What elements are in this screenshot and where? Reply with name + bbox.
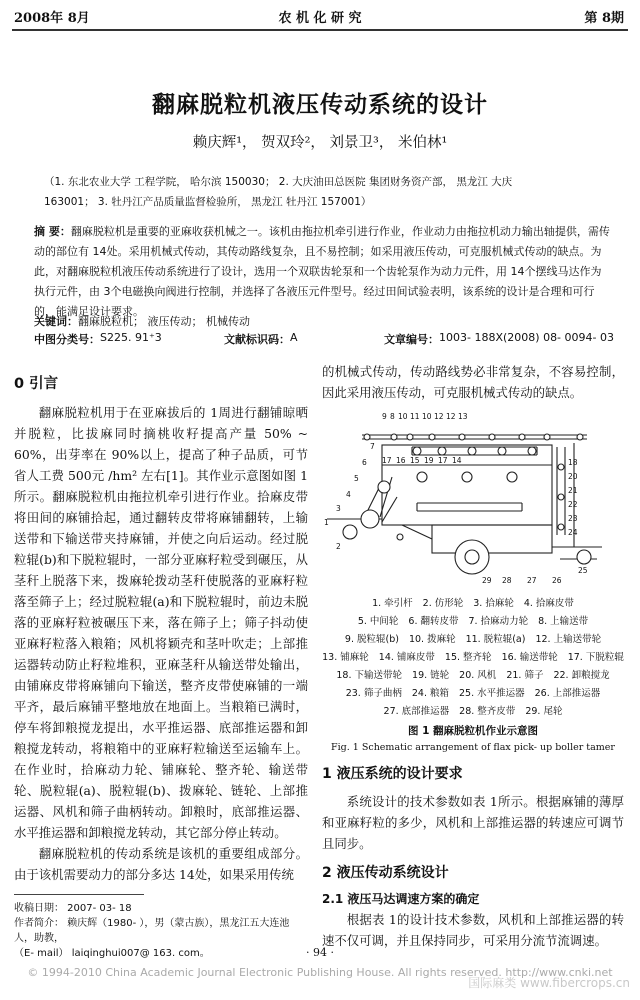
affiliations	[44, 172, 604, 212]
legend-item: 8. 上输送带	[538, 616, 589, 627]
legend-item: 7. 拾麻动力轮	[468, 616, 529, 627]
subsection-2-1-paragraph: 根据表 1的设计技术参数，风机和上部推运器的转速不仅可调，并且保持同步，可采用分流节流调速。	[322, 912, 624, 948]
left-column	[14, 372, 308, 961]
legend-row	[322, 631, 624, 649]
section-heading-2: 2 液压传动系统设计	[322, 865, 449, 881]
section-1-paragraph: 系统设计的技术参数如表 1所示。根据麻铺的薄厚和亚麻籽粒的多少，风机和上部推运器的转速应可调节且同步。	[322, 794, 624, 851]
legend-row	[322, 613, 624, 631]
legend-item: 21. 筛子	[506, 670, 544, 681]
fig-number: 6	[362, 458, 367, 467]
cls-value: S225. 91⁺3	[100, 331, 162, 344]
doc-label: 文献标识码：	[224, 333, 290, 346]
legend-item: 24. 粮箱	[411, 688, 449, 699]
fig-number: 12	[446, 412, 456, 421]
legend-item: 5. 中间轮	[357, 616, 399, 627]
classification-row	[34, 331, 614, 347]
fig-number: 20	[568, 472, 578, 481]
fig-number: 10	[422, 412, 432, 421]
running-header	[0, 0, 640, 30]
header-date: 2008年 8月	[14, 11, 90, 26]
legend-item: 3. 拾麻轮	[473, 598, 514, 609]
footnote-received: 收稿日期： 2007- 03- 18	[14, 903, 132, 914]
legend-item: 9. 脱粒辊(b)	[344, 634, 399, 645]
legend-item: 28. 整齐皮带	[459, 706, 516, 717]
legend-item: 4. 拾麻皮带	[523, 598, 574, 609]
art-label: 文章编号：	[384, 333, 439, 346]
legend-item: 2. 仿形轮	[422, 598, 464, 609]
affiliation-line: （1. 东北农业大学 工程学院， 哈尔滨 150030； 2. 大庆油田总医院 集团财务资产部， 黑龙江 大庆	[44, 176, 513, 188]
abstract	[34, 222, 610, 322]
fig-number: 25	[578, 566, 588, 575]
right-column	[322, 361, 624, 951]
legend-item: 16. 输送带轮	[501, 652, 558, 663]
fig-number: 28	[502, 576, 512, 585]
fig-number: 17	[438, 456, 448, 465]
fig-number: 7	[370, 442, 375, 451]
section-heading-1: 1 液压系统的设计要求	[322, 766, 463, 782]
legend-item: 17. 下脱粒辊	[567, 652, 624, 663]
legend-item: 12. 上输送带轮	[535, 634, 602, 645]
continued-paragraph: 的机械式传动，传动路线势必非常复杂，不容易控制，因此采用液压传动，可克服机械式传动的缺点。	[322, 364, 624, 400]
fig-number: 4	[346, 490, 351, 499]
header-journal: 农 机 化 研 究	[278, 11, 362, 26]
fig-number: 21	[568, 486, 578, 495]
figure-1-diagram	[322, 407, 624, 593]
legend-row	[322, 649, 624, 667]
subsection-heading-2-1: 2.1 液压马达调速方案的确定	[322, 892, 480, 906]
affiliation-line: 163001； 3. 牡丹江产品质量监督检验所， 黑龙江 牡丹江 157001）	[44, 196, 372, 208]
legend-item: 10. 拨麻轮	[408, 634, 456, 645]
fig-number: 1	[324, 518, 329, 527]
figure-caption: 图 1 翻麻脱粒机作业示意图	[407, 725, 539, 737]
header-issue: 第 8期	[584, 11, 624, 26]
footnote-author: 作者简介： 赖庆辉（1980- ），男（蒙古族），黑龙江五大连池人，助教，	[14, 918, 290, 944]
legend-item: 22. 卸粮搅龙	[553, 670, 610, 681]
fig-number: 8	[390, 412, 395, 421]
legend-item: 1. 牵引杆	[372, 598, 413, 609]
cls-label: 中图分类号：	[34, 333, 100, 346]
fig-number: 2	[336, 542, 341, 551]
fig-number: 11	[410, 412, 420, 421]
legend-item: 11. 脱粒辊(a)	[465, 634, 526, 645]
abstract-text: 翻麻脱粒机是重要的亚麻收获机械之一。该机由拖拉机牵引进行作业，作业动力由拖拉机动力输出轴提供，需传动的部位有 14处。采用机械式传动，其传动路线复杂，且不易控制；如采用液压传动，可克服机械式传动的缺点。为此，对翻麻脱粒机液压传动系统进行了设计，选用一个双联齿轮泵和一个齿轮泵作为动力元件，用 14个摆线马达作为执行元件，由 3个电磁换向阀进行控制，并选择了各液压元件型号。经过田间试验表明，该系统的设计是合理和可行的，能满足设计要求。	[34, 225, 610, 318]
legend-item: 19. 链轮	[412, 670, 450, 681]
fig-number: 27	[527, 576, 537, 585]
keywords	[34, 313, 610, 329]
doc-value: A	[290, 331, 298, 344]
machine-schematic	[322, 407, 624, 593]
copyright-footer: © 1994-2010 China Academic Journal Electronic Publishing House. All rights reserved. http://www.cnki.net	[27, 966, 613, 979]
fig-number: 5	[354, 474, 359, 483]
legend-item: 15. 整齐轮	[444, 652, 492, 663]
art-value: 1003- 188X(2008) 08- 0094- 03	[439, 331, 614, 344]
section-heading-intro: 0 引言	[14, 376, 59, 392]
legend-row	[322, 685, 624, 703]
keywords-label: 关键词：	[34, 315, 78, 328]
legend-row	[322, 667, 624, 685]
fig-number: 26	[552, 576, 562, 585]
fig-number: 18	[568, 458, 578, 467]
legend-item: 29. 尾轮	[525, 706, 563, 717]
author-list: 赖庆辉¹， 贺双玲²， 刘景卫³， 米伯林¹	[192, 135, 448, 151]
fig-number: 9	[382, 412, 387, 421]
fig-number: 19	[424, 456, 434, 465]
legend-row	[322, 595, 624, 613]
keywords-text: 翻麻脱粒机； 液压传动； 机械传动	[78, 315, 250, 328]
legend-item: 14. 铺麻皮带	[378, 652, 435, 663]
abstract-label: 摘 要：	[34, 225, 71, 238]
fig-number: 23	[568, 514, 578, 523]
fig-number: 3	[336, 504, 341, 513]
watermark: 国际麻类 www.fibercrops.cn	[468, 976, 630, 990]
legend-item: 18. 下输送带轮	[336, 670, 403, 681]
legend-row	[322, 703, 624, 721]
legend-item: 27. 底部推运器	[383, 706, 450, 717]
fig-number: 17	[382, 456, 392, 465]
intro-paragraph-2: 翻麻脱粒机的传动系统是该机的重要组成部分。由于该机需要动力的部分多达 14处，如果采用传统	[14, 846, 308, 882]
footnote-rule	[14, 894, 144, 895]
legend-item: 23. 筛子曲柄	[345, 688, 402, 699]
fig-number: 14	[452, 456, 462, 465]
legend-item: 26. 上部推运器	[534, 688, 601, 699]
fig-number: 29	[482, 576, 492, 585]
page-number: · 94 ·	[306, 946, 334, 959]
footnote-email: （E- mail） laiqinghui007@ 163. com。	[14, 948, 210, 959]
legend-item: 20. 风机	[459, 670, 497, 681]
legend-item: 6. 翻转皮带	[408, 616, 459, 627]
fig-number: 13	[458, 412, 468, 421]
fig-number: 10	[398, 412, 408, 421]
legend-item: 25. 水平推运器	[459, 688, 525, 699]
legend-item: 13. 铺麻轮	[322, 652, 369, 663]
fig-number: 12	[434, 412, 444, 421]
fig-number: 22	[568, 500, 578, 509]
paper-title: 翻麻脱粒机液压传动系统的设计	[152, 91, 488, 118]
figure-legend	[322, 595, 624, 721]
figure-caption-english: Fig. 1 Schematic arrangement of flax pick- up boller tamer	[331, 742, 615, 753]
fig-number: 15	[410, 456, 420, 465]
header-rule	[12, 29, 628, 31]
fig-number: 24	[568, 528, 578, 537]
intro-paragraph: 翻麻脱粒机用于在亚麻拔后的 1周进行翻铺晾晒并脱粒，比拔麻同时摘桃收籽提高产量 50% ~ 60%，出芽率在 90%以上，提高了种子品质，可节省人工费 500元 /hm² 左右[1]。其作业示意图如图 1所示。翻麻脱粒机由拖拉机牵引进行作业。拾麻皮带将田间的麻铺拾起，通过翻转皮带将麻铺翻转，上输送带和下输送带夹持麻铺，并使之向后运动。经过脱粒辊(b)和下脱粒辊时，一部分亚麻籽粒受到碾压，从茎秆上脱落下来，拨麻轮拨动茎秆使脱落的亚麻籽粒落至筛子上；经过脱粒辊(a)和下脱粒辊时，前边未脱落的亚麻籽粒被碾压下来，落在筛子上；筛子抖动使亚麻籽粒落入粮箱；风机将颖壳和茎叶吹走；上部推运器转动防止籽粒堆积，亚麻茎秆从输送带处输出，由铺麻皮带将麻铺向下输送，整齐皮带使麻铺的一端平齐，最后麻铺平整地放在地面上。当粮箱已满时，停车将卸粮搅龙提出，水平推运器、底部推运器和卸粮搅龙转动，将粮箱中的亚麻籽粒输送至运输车上。在作业时，拾麻动力轮、铺麻轮、整齐轮、输送带轮、脱粒辊(a)、脱粒辊(b)、拨麻轮、链轮、上部推运器、风机和筛子曲柄转动。卸粮时，底部推运器、水平推运器和卸粮搅龙转动，其它部分停止转动。	[14, 405, 308, 840]
fig-number: 16	[396, 456, 406, 465]
